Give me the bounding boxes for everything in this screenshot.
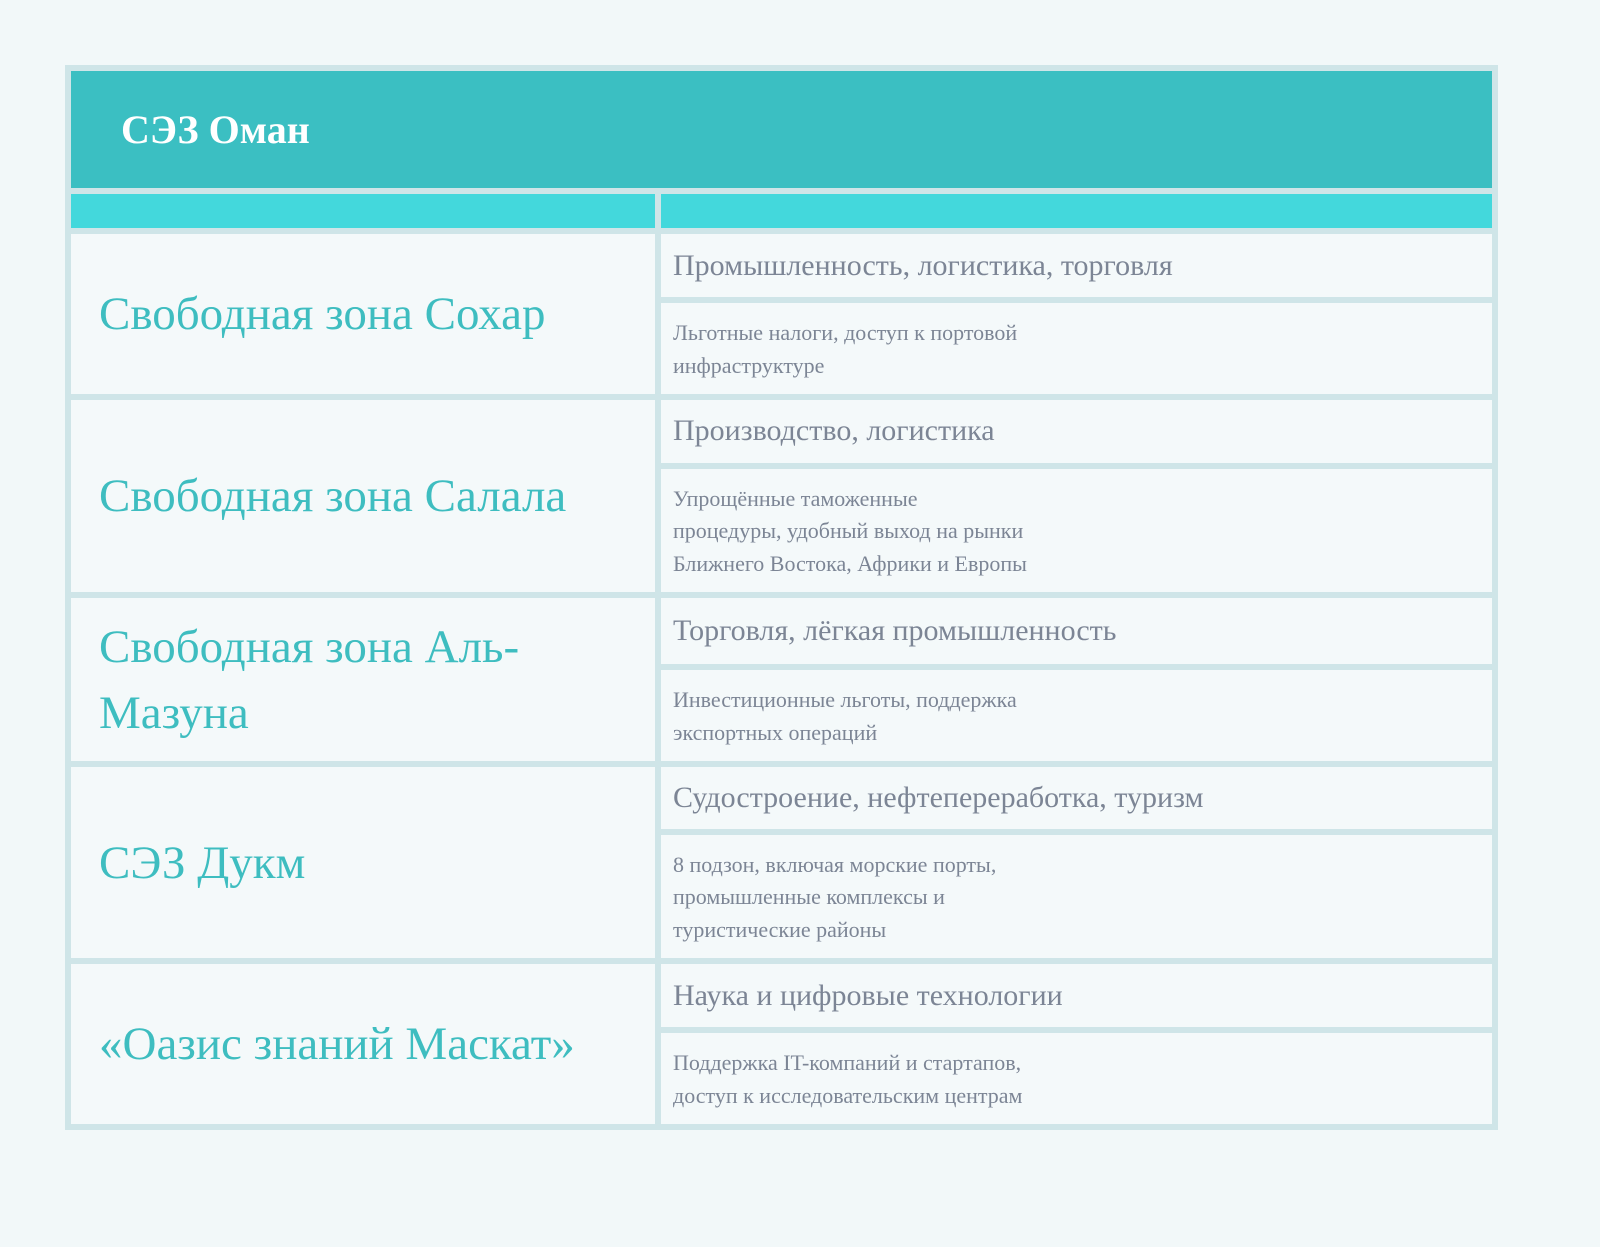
table-row — [71, 598, 1492, 761]
zone-details — [661, 234, 1492, 394]
zone-name-line: Свободная зона Аль- — [99, 620, 520, 673]
zone-sector: Производство, логистика — [661, 400, 1492, 463]
zone-details — [661, 964, 1492, 1124]
zone-name: «Оазис знаний Маскат» — [71, 964, 655, 1124]
zone-benefits — [661, 670, 1492, 761]
benefit-line: доступ к исследовательским центрам — [673, 1082, 1023, 1108]
benefit-line: Льготные налоги, доступ к портовой — [673, 320, 1018, 345]
zone-sector: Торговля, лёгкая промышленность — [661, 598, 1492, 664]
zone-details — [661, 400, 1492, 592]
zone-name — [71, 598, 655, 761]
zone-name: Свободная зона Салала — [71, 400, 655, 592]
benefit-line: процедуры, удобный выход на рынки — [673, 518, 1024, 543]
zone-details — [661, 767, 1492, 958]
zone-sector: Наука и цифровые технологии — [661, 964, 1492, 1027]
zone-benefits — [661, 835, 1492, 959]
table-row — [71, 234, 1492, 394]
benefit-line: туристические районы — [673, 916, 887, 942]
zone-benefits — [661, 1033, 1492, 1124]
benefit-line: Поддержка IT-компаний и стартапов, — [673, 1050, 1022, 1075]
zone-benefits — [661, 469, 1492, 593]
zone-sector: Судостроение, нефтепереработка, туризм — [661, 767, 1492, 829]
zone-details — [661, 598, 1492, 761]
benefit-line: 8 подзон, включая морские порты, — [673, 851, 997, 877]
benefit-line: промышленные комплексы и — [673, 884, 945, 909]
benefit-line: Ближнего Востока, Африки и Европы — [673, 550, 1027, 576]
header-cell-right — [661, 194, 1492, 228]
benefit-line: инфраструктуре — [673, 352, 825, 378]
benefit-line: Инвестиционные льготы, поддержка — [673, 687, 1017, 712]
zone-sector: Промышленность, логистика, торговля — [661, 234, 1492, 297]
benefit-line: Упрощённые таможенные — [673, 485, 918, 511]
zone-name-line: Мазуна — [99, 686, 249, 739]
table-row — [71, 400, 1492, 592]
zone-benefits — [661, 303, 1492, 394]
header-row — [71, 194, 1492, 228]
zone-name: Свободная зона Сохар — [71, 234, 655, 394]
header-cell-left — [71, 194, 655, 228]
table-row — [71, 964, 1492, 1124]
table-row — [71, 767, 1492, 958]
benefit-line: экспортных операций — [673, 719, 878, 745]
zone-name: СЭЗ Дукм — [71, 767, 655, 958]
sez-table — [65, 65, 1498, 1130]
table-title: СЭЗ Оман — [71, 71, 1492, 188]
